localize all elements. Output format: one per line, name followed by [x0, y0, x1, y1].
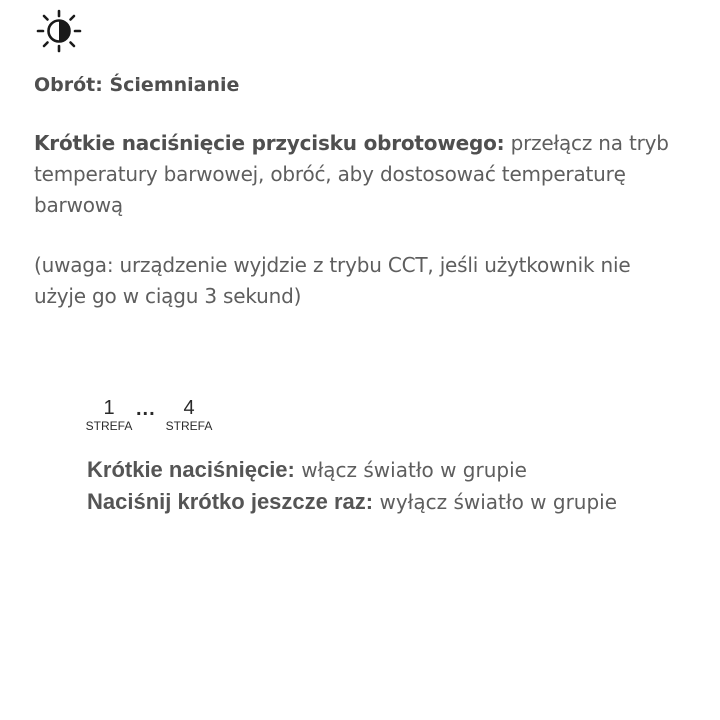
zone-1-number: 1	[103, 397, 115, 419]
group-off-description: wyłącz światło w grupie	[373, 490, 618, 514]
short-press-description: przełącz na tryb temperatury barwowej, obróć, aby dostosować temperaturę barwową	[34, 131, 669, 217]
page-title: Obrót: Ściemnianie	[34, 74, 240, 96]
zone-4-number: 4	[183, 397, 195, 419]
group-on-label: Krótkie naciśnięcie:	[87, 457, 295, 482]
cct-timeout-note: (uwaga: urządzenie wyjdzie z trybu CCT, jeśli użytkownik nie użyje go w ciągu 3 sekund)	[34, 253, 631, 308]
zone-range-ellipsis: ...	[136, 398, 156, 420]
short-press-instruction	[34, 128, 684, 221]
zone-1-label: STREFA	[85, 419, 133, 433]
group-off-instruction	[87, 486, 647, 518]
group-instructions	[87, 454, 647, 518]
group-off-label: Naciśnij krótko jeszcze raz:	[87, 489, 374, 514]
dimming-sun-icon	[34, 8, 84, 54]
zone-4-indicator	[162, 398, 216, 433]
zone-4-label: STREFA	[165, 419, 213, 433]
group-on-instruction	[87, 454, 647, 486]
short-press-label: Krótkie naciśnięcie przycisku obrotowego:	[34, 131, 505, 155]
zone-1-indicator	[84, 398, 134, 433]
group-on-description: włącz światło w grupie	[294, 458, 527, 482]
